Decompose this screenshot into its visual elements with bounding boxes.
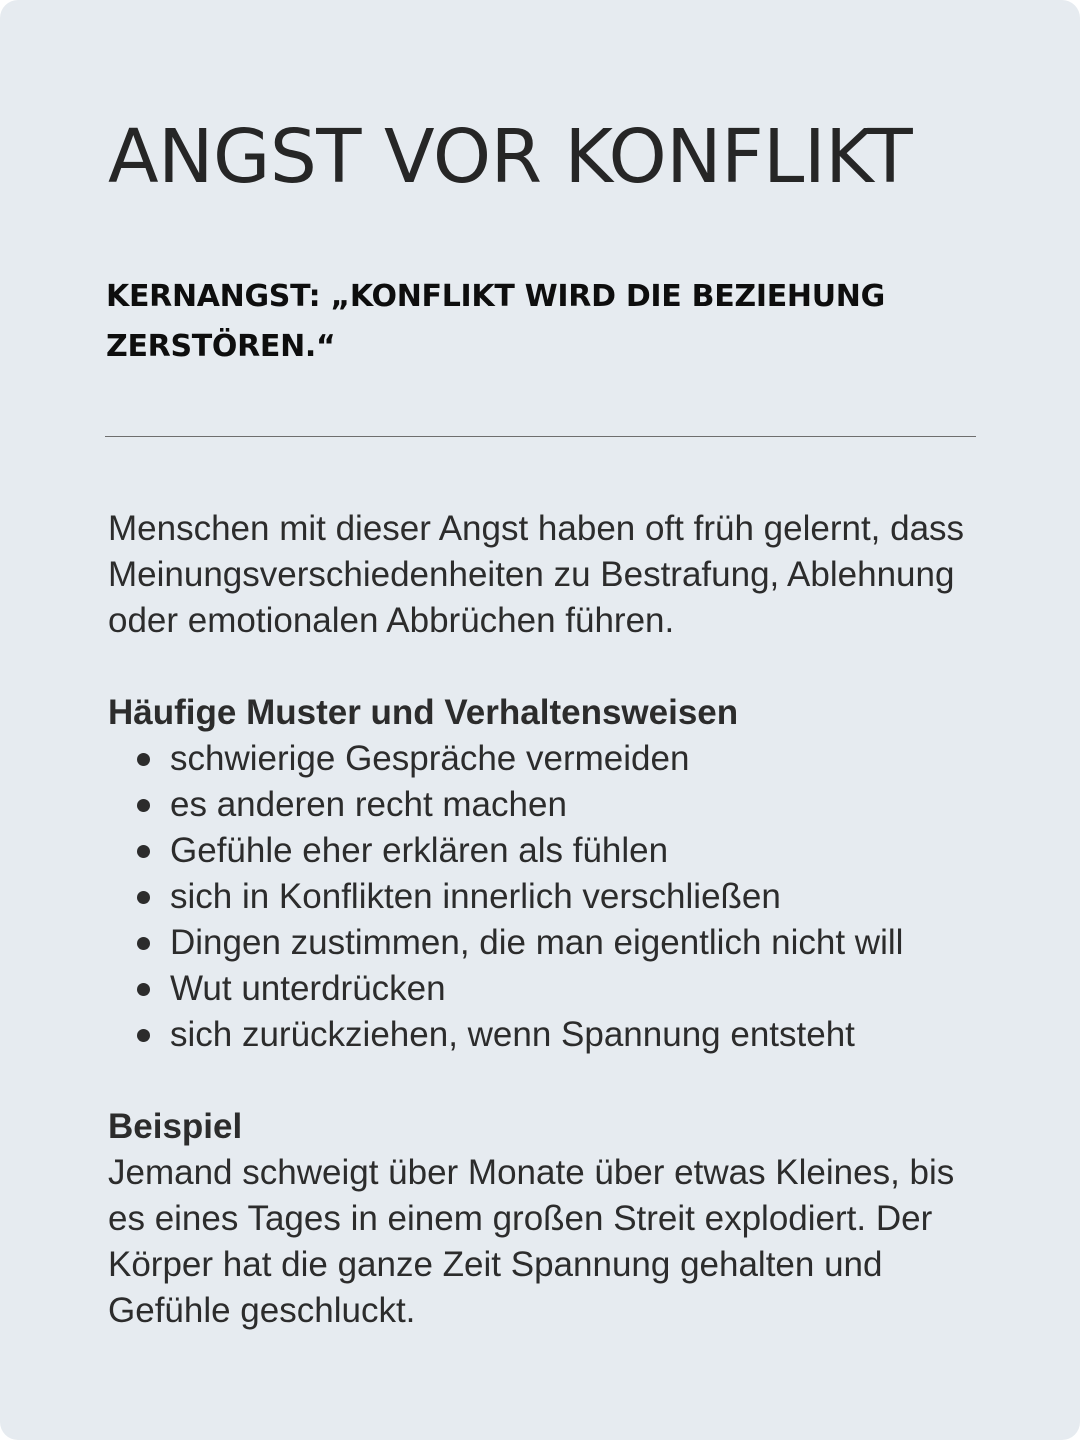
list-item-text: es anderen recht machen — [170, 785, 567, 824]
page-title: ANGST VOR KONFLIKT — [108, 114, 913, 200]
list-item-text: Dingen zustimmen, die man eigentlich nicht will — [170, 923, 904, 962]
bullet-icon — [137, 937, 150, 950]
list-item-text: Wut unterdrücken — [170, 969, 446, 1008]
intro-paragraph: Menschen mit dieser Angst haben oft früh gelernt, dass Meinungsverschiedenheiten zu Bestrafung, Ablehnung oder emotionalen Abbrüchen führen. — [108, 509, 965, 640]
list-item — [108, 782, 1008, 828]
bullet-icon — [137, 799, 150, 812]
list-item — [108, 1012, 1008, 1058]
content-body — [108, 506, 1008, 1334]
list-item-text: schwierige Gespräche vermeiden — [170, 739, 690, 778]
example-heading: Beispiel — [108, 1107, 243, 1146]
example-paragraph: Jemand schweigt über Monate über etwas Kleines, bis es eines Tages in einem großen Streit explodiert. Der Körper hat die ganze Zeit Spannung gehalten und Gefühle geschluckt. — [108, 1153, 955, 1330]
bullet-icon — [137, 891, 150, 904]
list-item — [108, 828, 1008, 874]
bullet-icon — [137, 753, 150, 766]
bullet-icon — [137, 845, 150, 858]
list-item — [108, 874, 1008, 920]
patterns-list — [108, 736, 1008, 1058]
list-item — [108, 966, 1008, 1012]
bullet-icon — [137, 983, 150, 996]
divider — [105, 436, 976, 437]
bullet-icon — [137, 1029, 150, 1042]
patterns-heading: Häufige Muster und Verhaltensweisen — [108, 693, 739, 732]
list-item-text: sich zurückziehen, wenn Spannung entsteht — [170, 1015, 855, 1054]
core-fear-statement: KERNANGST: „KONFLIKT WIRD DIE BEZIEHUNG ZERSTÖREN.“ — [106, 279, 885, 364]
list-item-text: sich in Konflikten innerlich verschließen — [170, 877, 781, 916]
list-item-text: Gefühle eher erklären als fühlen — [170, 831, 669, 870]
list-item — [108, 736, 1008, 782]
list-item — [108, 920, 1008, 966]
